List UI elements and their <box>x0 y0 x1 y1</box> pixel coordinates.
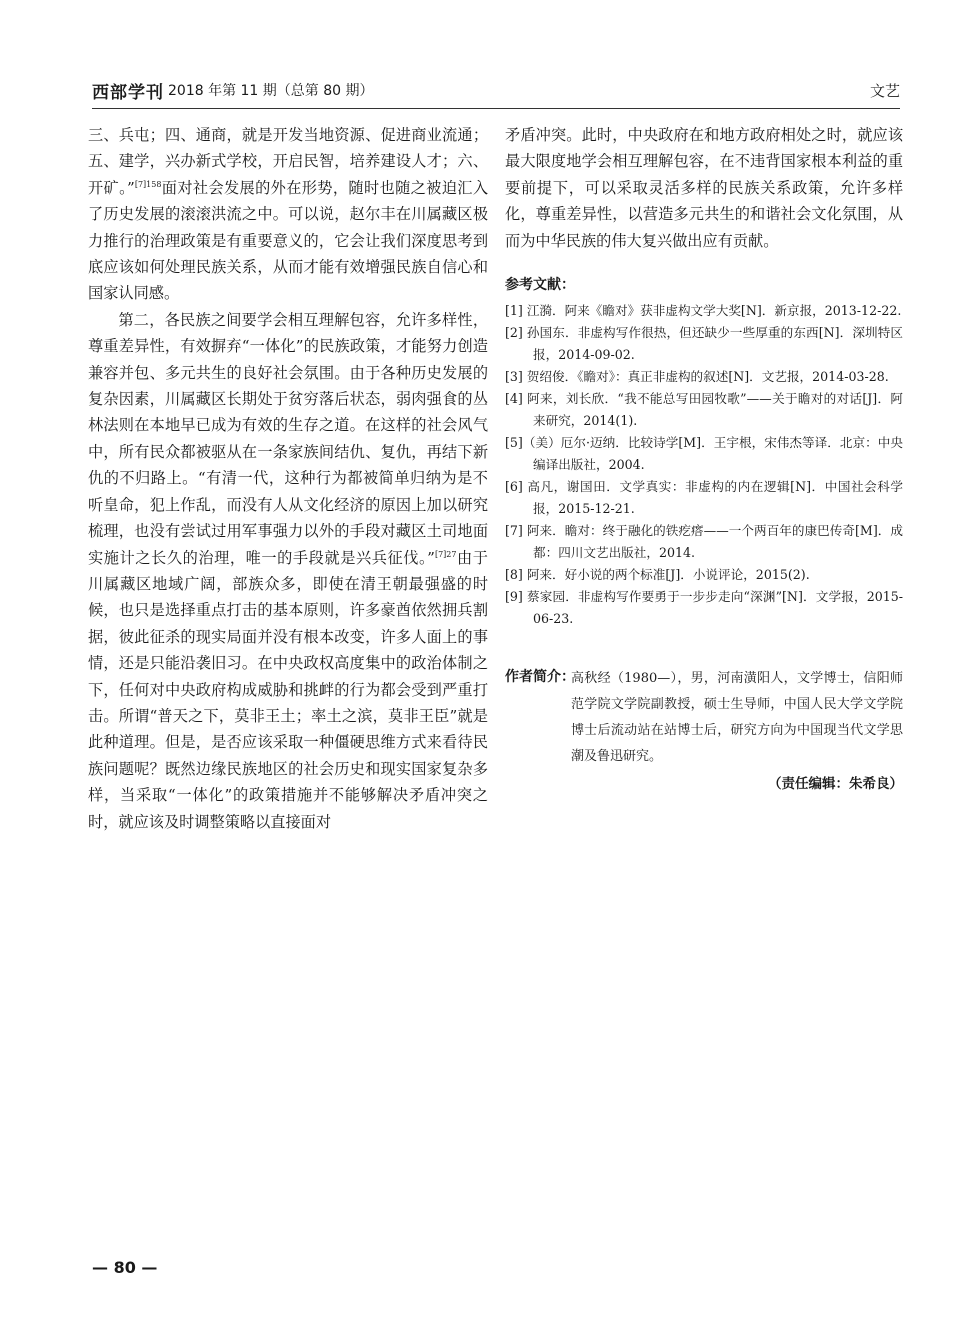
citation-1: [7]158 <box>134 179 162 189</box>
section-name: 文艺 <box>869 82 900 100</box>
reference-item: [5]（美）厄尔·迈纳．比较诗学[M]．王宇根，宋伟杰等译．北京：中央编译出版社，2004. <box>505 435 903 473</box>
reference-item: [6] 高凡，谢国田．文学真实：非虚构的内在逻辑[N]．中国社会科学报，2015-12-21. <box>505 479 903 517</box>
issue-info: 2018 年第 11 期（总第 80 期） <box>168 83 374 99</box>
reference-item: [7] 阿来．瞻对：终于融化的铁疙瘩——一个两百年的康巴传奇[M]．成都：四川文艺出版社，2014. <box>505 523 903 561</box>
paragraph-1-text: 三、兵屯；四、通商，就是开发当地资源、促进商业流通；五、建学，兴办新式学校，开启民智，培养建设人才；六、开矿。” <box>88 126 488 197</box>
reference-item: [9] 蔡家园．非虚构写作要勇于一步步走向“深渊”[N]．文学报，2015-06-23. <box>505 589 903 627</box>
author-bio <box>505 666 903 770</box>
page-number: — 80 — <box>92 1258 158 1277</box>
reference-item: [8] 阿来．好小说的两个标准[J]．小说评论，2015(2). <box>505 567 810 583</box>
reference-item: [2] 孙国东．非虚构写作很热，但还缺少一些厚重的东西[N]．深圳特区报，2014-09-02. <box>505 325 903 363</box>
citation-2: [7]27 <box>434 549 457 559</box>
journal-logo: 西部学刊 <box>92 83 164 103</box>
header-rule <box>92 108 900 109</box>
paragraph-2 <box>88 307 488 835</box>
paragraph-continued: 矛盾冲突。此时，中央政府在和地方政府相处之时，就应该最大限度地学会相互理解包容，在不违背国家根本利益的重要前提下，可以采取灵活多样的民族关系政策，允许多样化，尊重差异性，以营造多元共生的和谐社会文化氛围，从而为中华民族的伟大复兴做出应有贡献。 <box>505 126 903 250</box>
right-column <box>505 122 903 792</box>
reference-item: [4] 阿来，刘长欣．“我不能总写田园牧歌”——关于瞻对的对话[J]．阿来研究，2014(1). <box>505 391 903 429</box>
reference-list <box>505 300 903 630</box>
author-text: 高秋经（1980—），男，河南潢阳人，文学博士，信阳师范学院文学院副教授，硕士生导师，中国人民大学文学院博士后流动站在站博士后，研究方向为中国现当代文学思潮及鲁迅研究。 <box>571 671 903 765</box>
reference-item: [3] 贺绍俊．《瞻对》：真正非虚构的叙述[N]．文艺报，2014-03-28. <box>505 369 889 385</box>
reference-item: [1] 江漪．阿来《瞻对》获非虚构文学大奖[N]．新京报，2013-12-22. <box>505 303 902 319</box>
paragraph-2-text: 第二，各民族之间要学会相互理解包容，允许多样性，尊重差异性，有效摒弃“一体化”的民族政策，才能努力创造兼容并包、多元共生的良好社会氛围。由于各种历史发展的复杂因素，川属藏区长期处于贫穷落后状态，弱肉强食的丛林法则在本地早已成为有效的生存之道。在这样的社会风气中，所有民众都被驱从在一条家族间结仇、复仇，再结下新仇的不归路上。“有清一代，这种行为都被简单归纳为是不听皇命，犯上作乱，而没有人从文化经济的原因上加以研究梳理，也没有尝试过用军事强力以外的手段对藏区土司地面实施计之长久的治理，唯一的手段就是兴兵征伐。” <box>88 310 488 567</box>
paragraph-1 <box>88 122 488 307</box>
paragraph-2-rest: 由于川属藏区地域广阔，部族众多，即使在清王朝最强盛的时候，也只是选择重点打击的基本原则，许多豪酋依然拥兵割据，彼此征杀的现实局面并没有根本改变，许多人面上的事情，还是只能沿袭旧习。在中央政权高度集中的政治体制之下，任何对中央政府构成威胁和挑衅的行为都会受到严重打击。所谓“普天之下，莫非王土；率土之滨，莫非王臣”就是此种道理。但是，是否应该采取一种僵硬思维方式来看待民族问题呢？既然边缘民族地区的社会历史和现实国家复杂多样，当采取“一体化”的政策措施并不能够解决矛盾冲突之时，就应该及时调整策略以直接面对 <box>88 548 488 831</box>
references-title: 参考文献： <box>505 277 575 294</box>
left-column <box>88 122 488 835</box>
responsible-editor: （责任编辑：朱希良） <box>768 776 903 793</box>
page-header <box>92 78 900 106</box>
author-label: 作者简介： <box>505 669 575 686</box>
paragraph-1-rest: 面对社会发展的外在形势，随时也随之被迫汇入了历史发展的滚滚洪流之中。可以说，赵尔丰在川属藏区极力推行的治理政策是有重要意义的，它会让我们深度思考到底应该如何处理民族关系，从而才能有效增强民族自信心和国家认同感。 <box>88 178 489 303</box>
